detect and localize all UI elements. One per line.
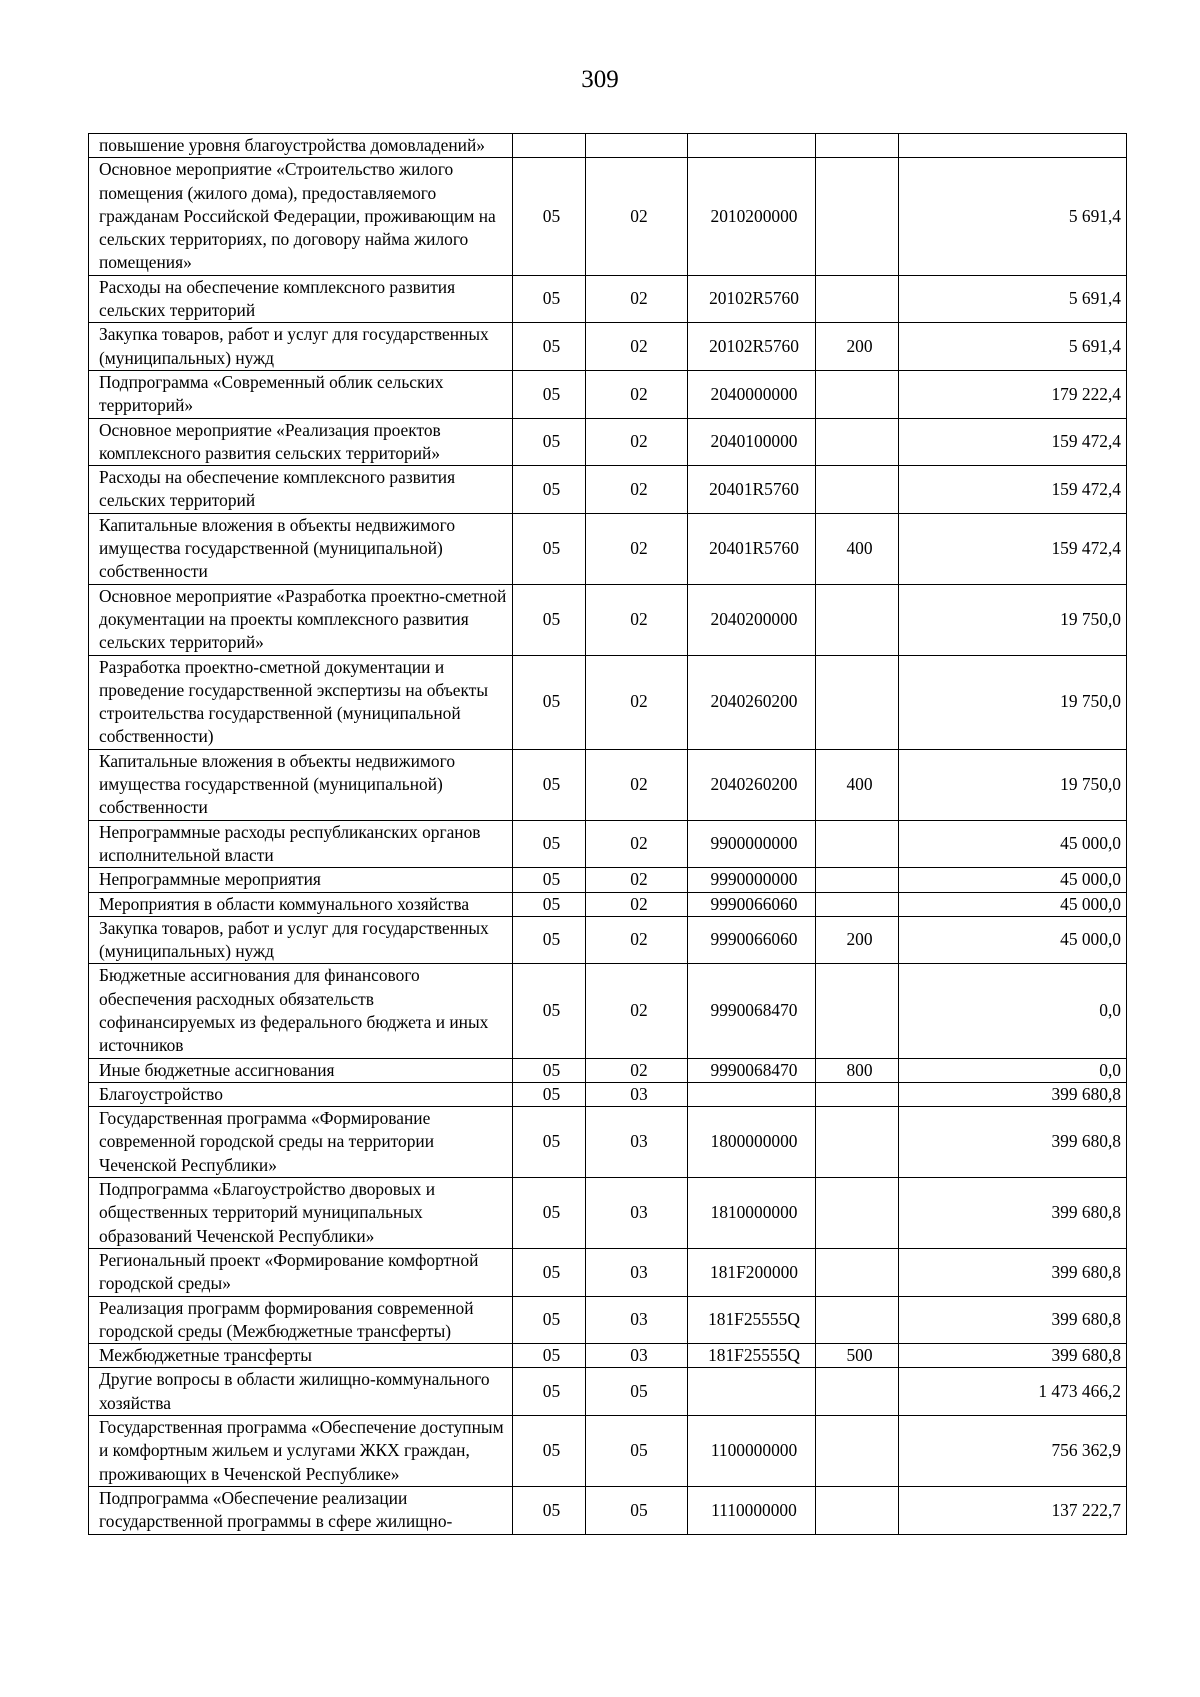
row-subsection-code: 02 [586, 418, 688, 466]
table-row [89, 1368, 1127, 1416]
table-row [89, 749, 1127, 820]
row-target-article-code: 2040200000 [688, 584, 816, 655]
table-row [89, 1082, 1127, 1106]
budget-table-body [89, 134, 1127, 1535]
row-subsection-code: 02 [586, 749, 688, 820]
row-target-article-code: 9900000000 [688, 820, 816, 868]
row-name: Благоустройство [89, 1082, 513, 1106]
table-row [89, 370, 1127, 418]
row-subsection-code: 02 [586, 370, 688, 418]
row-amount: 399 680,8 [899, 1344, 1127, 1368]
row-name: Иные бюджетные ассигнования [89, 1058, 513, 1082]
row-target-article-code: 2040000000 [688, 370, 816, 418]
row-name: Подпрограмма «Обеспечение реализации государственной программы в сфере жилищно- [89, 1486, 513, 1534]
row-expense-type-code [816, 1107, 899, 1178]
row-section-code: 05 [513, 655, 586, 749]
row-expense-type-code [816, 820, 899, 868]
row-name: Основное мероприятие «Строительство жилого помещения (жилого дома), предоставляемого гражданам Российской Федерации, проживающим на сельских территориях, по договору найма жилого помещения» [89, 158, 513, 275]
table-row [89, 418, 1127, 466]
row-name: Основное мероприятие «Разработка проектно-сметной документации на проекты комплексного развития сельских территорий» [89, 584, 513, 655]
row-section-code: 05 [513, 916, 586, 964]
row-section-code: 05 [513, 584, 586, 655]
row-subsection-code: 05 [586, 1368, 688, 1416]
row-amount: 0,0 [899, 964, 1127, 1058]
table-row [89, 275, 1127, 323]
row-amount: 159 472,4 [899, 513, 1127, 584]
table-row [89, 916, 1127, 964]
row-target-article-code: 9990066060 [688, 892, 816, 916]
row-subsection-code: 02 [586, 820, 688, 868]
row-target-article-code: 1110000000 [688, 1486, 816, 1534]
row-subsection-code: 03 [586, 1248, 688, 1296]
row-amount: 137 222,7 [899, 1486, 1127, 1534]
row-section-code: 05 [513, 513, 586, 584]
row-subsection-code: 02 [586, 916, 688, 964]
row-target-article-code: 1100000000 [688, 1416, 816, 1487]
row-subsection-code: 03 [586, 1344, 688, 1368]
row-section-code: 05 [513, 370, 586, 418]
row-amount: 19 750,0 [899, 584, 1127, 655]
row-name: Непрограммные расходы республиканских органов исполнительной власти [89, 820, 513, 868]
table-row [89, 513, 1127, 584]
table-row [89, 1058, 1127, 1082]
row-amount: 159 472,4 [899, 418, 1127, 466]
row-name: Подпрограмма «Благоустройство дворовых и общественных территорий муниципальных образований Чеченской Республики» [89, 1178, 513, 1249]
row-section-code: 05 [513, 1248, 586, 1296]
row-section-code: 05 [513, 868, 586, 892]
row-target-article-code: 20102R5760 [688, 323, 816, 371]
row-section-code: 05 [513, 964, 586, 1058]
row-section-code: 05 [513, 418, 586, 466]
row-name: Закупка товаров, работ и услуг для государственных (муниципальных) нужд [89, 916, 513, 964]
row-target-article-code: 181F200000 [688, 1248, 816, 1296]
row-name: Капитальные вложения в объекты недвижимого имущества государственной (муниципальной) собственности [89, 749, 513, 820]
row-expense-type-code [816, 655, 899, 749]
row-target-article-code: 9990068470 [688, 1058, 816, 1082]
table-row [89, 892, 1127, 916]
row-amount: 45 000,0 [899, 820, 1127, 868]
row-subsection-code: 02 [586, 655, 688, 749]
row-expense-type-code [816, 1486, 899, 1534]
row-name: Реализация программ формирования современной городской среды (Межбюджетные трансферты) [89, 1296, 513, 1344]
row-name: Бюджетные ассигнования для финансового обеспечения расходных обязательств софинансируемых из федерального бюджета и иных источников [89, 964, 513, 1058]
row-subsection-code [586, 134, 688, 158]
row-target-article-code [688, 134, 816, 158]
row-amount [899, 134, 1127, 158]
table-row [89, 158, 1127, 275]
row-amount: 19 750,0 [899, 749, 1127, 820]
row-section-code: 05 [513, 1416, 586, 1487]
row-name: Государственная программа «Обеспечение доступным и комфортным жильем и услугами ЖКХ граждан, проживающих в Чеченской Республике» [89, 1416, 513, 1487]
row-expense-type-code: 200 [816, 916, 899, 964]
row-expense-type-code [816, 868, 899, 892]
row-expense-type-code [816, 466, 899, 514]
row-expense-type-code [816, 1248, 899, 1296]
row-subsection-code: 03 [586, 1082, 688, 1106]
table-row [89, 964, 1127, 1058]
table-row [89, 1416, 1127, 1487]
row-target-article-code: 20401R5760 [688, 466, 816, 514]
row-amount: 756 362,9 [899, 1416, 1127, 1487]
row-amount: 0,0 [899, 1058, 1127, 1082]
row-expense-type-code [816, 964, 899, 1058]
row-section-code: 05 [513, 158, 586, 275]
row-subsection-code: 02 [586, 892, 688, 916]
row-amount: 179 222,4 [899, 370, 1127, 418]
row-subsection-code: 05 [586, 1486, 688, 1534]
row-name: Государственная программа «Формирование современной городской среды на территории Чеченской Республики» [89, 1107, 513, 1178]
row-expense-type-code: 500 [816, 1344, 899, 1368]
row-subsection-code: 02 [586, 584, 688, 655]
row-name: Расходы на обеспечение комплексного развития сельских территорий [89, 466, 513, 514]
row-subsection-code: 02 [586, 323, 688, 371]
row-amount: 45 000,0 [899, 868, 1127, 892]
row-subsection-code: 05 [586, 1416, 688, 1487]
table-row [89, 466, 1127, 514]
table-row [89, 1486, 1127, 1534]
row-amount: 399 680,8 [899, 1248, 1127, 1296]
row-expense-type-code [816, 1368, 899, 1416]
row-section-code: 05 [513, 1296, 586, 1344]
row-subsection-code: 02 [586, 868, 688, 892]
row-target-article-code: 1810000000 [688, 1178, 816, 1249]
row-target-article-code: 1800000000 [688, 1107, 816, 1178]
row-amount: 399 680,8 [899, 1082, 1127, 1106]
row-amount: 399 680,8 [899, 1178, 1127, 1249]
row-expense-type-code [816, 1178, 899, 1249]
row-amount: 45 000,0 [899, 916, 1127, 964]
row-amount: 5 691,4 [899, 158, 1127, 275]
table-row [89, 1296, 1127, 1344]
row-section-code: 05 [513, 1486, 586, 1534]
row-subsection-code: 02 [586, 158, 688, 275]
row-section-code: 05 [513, 892, 586, 916]
row-expense-type-code [816, 134, 899, 158]
table-row [89, 323, 1127, 371]
row-expense-type-code: 400 [816, 749, 899, 820]
row-target-article-code: 20401R5760 [688, 513, 816, 584]
row-subsection-code: 02 [586, 513, 688, 584]
row-amount: 159 472,4 [899, 466, 1127, 514]
row-target-article-code: 20102R5760 [688, 275, 816, 323]
row-expense-type-code: 400 [816, 513, 899, 584]
row-target-article-code: 9990068470 [688, 964, 816, 1058]
row-target-article-code: 2010200000 [688, 158, 816, 275]
row-amount: 19 750,0 [899, 655, 1127, 749]
row-expense-type-code [816, 158, 899, 275]
row-subsection-code: 03 [586, 1107, 688, 1178]
row-expense-type-code [816, 892, 899, 916]
table-row [89, 1248, 1127, 1296]
row-name: Основное мероприятие «Реализация проектов комплексного развития сельских территорий» [89, 418, 513, 466]
row-amount: 399 680,8 [899, 1296, 1127, 1344]
row-target-article-code [688, 1082, 816, 1106]
row-section-code: 05 [513, 323, 586, 371]
row-expense-type-code [816, 584, 899, 655]
row-section-code: 05 [513, 1082, 586, 1106]
row-amount: 399 680,8 [899, 1107, 1127, 1178]
row-expense-type-code: 200 [816, 323, 899, 371]
table-row [89, 1107, 1127, 1178]
row-expense-type-code [816, 370, 899, 418]
table-row [89, 584, 1127, 655]
row-expense-type-code: 800 [816, 1058, 899, 1082]
row-name: Капитальные вложения в объекты недвижимого имущества государственной (муниципальной) собственности [89, 513, 513, 584]
row-target-article-code: 2040260200 [688, 749, 816, 820]
row-target-article-code: 9990066060 [688, 916, 816, 964]
table-row [89, 820, 1127, 868]
row-subsection-code: 03 [586, 1296, 688, 1344]
row-name: Расходы на обеспечение комплексного развития сельских территорий [89, 275, 513, 323]
row-expense-type-code [816, 418, 899, 466]
row-section-code: 05 [513, 749, 586, 820]
row-amount: 5 691,4 [899, 275, 1127, 323]
row-subsection-code: 02 [586, 275, 688, 323]
row-section-code: 05 [513, 1178, 586, 1249]
table-row [89, 1344, 1127, 1368]
row-section-code: 05 [513, 1344, 586, 1368]
row-expense-type-code [816, 275, 899, 323]
row-section-code: 05 [513, 466, 586, 514]
row-section-code: 05 [513, 1107, 586, 1178]
row-name: Закупка товаров, работ и услуг для государственных (муниципальных) нужд [89, 323, 513, 371]
row-expense-type-code [816, 1416, 899, 1487]
row-name: Другие вопросы в области жилищно-коммунального хозяйства [89, 1368, 513, 1416]
row-name: Региональный проект «Формирование комфортной городской среды» [89, 1248, 513, 1296]
row-section-code: 05 [513, 1368, 586, 1416]
row-target-article-code [688, 1368, 816, 1416]
row-subsection-code: 02 [586, 1058, 688, 1082]
row-amount: 1 473 466,2 [899, 1368, 1127, 1416]
row-name: Мероприятия в области коммунального хозяйства [89, 892, 513, 916]
row-target-article-code: 181F25555Q [688, 1344, 816, 1368]
row-name: Разработка проектно-сметной документации и проведение государственной экспертизы на объекты строительства государственной (муниципальной собственности) [89, 655, 513, 749]
row-target-article-code: 2040100000 [688, 418, 816, 466]
table-row [89, 655, 1127, 749]
row-target-article-code: 181F25555Q [688, 1296, 816, 1344]
row-section-code [513, 134, 586, 158]
row-name: Непрограммные мероприятия [89, 868, 513, 892]
row-target-article-code: 2040260200 [688, 655, 816, 749]
row-expense-type-code [816, 1296, 899, 1344]
row-expense-type-code [816, 1082, 899, 1106]
row-name: повышение уровня благоустройства домовладений» [89, 134, 513, 158]
budget-table [88, 133, 1127, 1535]
row-subsection-code: 02 [586, 466, 688, 514]
row-target-article-code: 9990000000 [688, 868, 816, 892]
table-row [89, 134, 1127, 158]
row-subsection-code: 03 [586, 1178, 688, 1249]
page-number: 309 [581, 66, 619, 93]
row-subsection-code: 02 [586, 964, 688, 1058]
row-amount: 5 691,4 [899, 323, 1127, 371]
row-section-code: 05 [513, 1058, 586, 1082]
row-section-code: 05 [513, 820, 586, 868]
table-row [89, 1178, 1127, 1249]
row-amount: 45 000,0 [899, 892, 1127, 916]
table-row [89, 868, 1127, 892]
row-section-code: 05 [513, 275, 586, 323]
row-name: Подпрограмма «Современный облик сельских территорий» [89, 370, 513, 418]
row-name: Межбюджетные трансферты [89, 1344, 513, 1368]
